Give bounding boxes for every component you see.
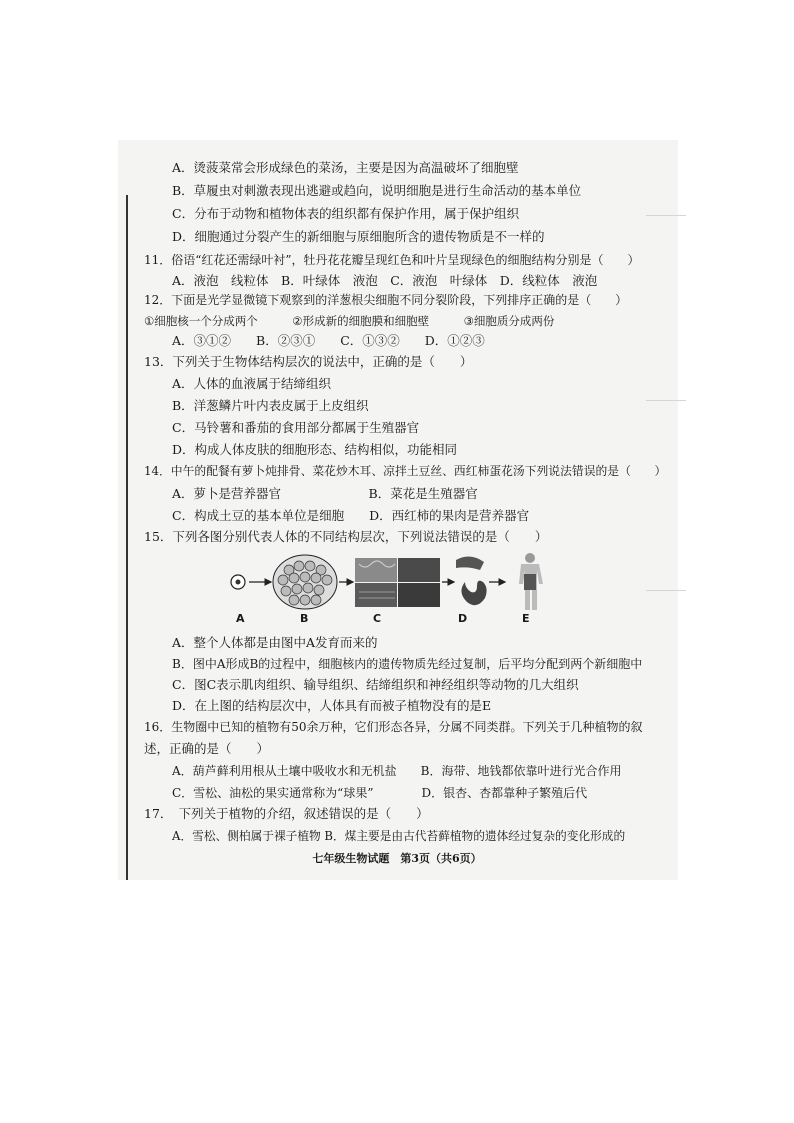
q16-stem-cont: 述，正确的是（ ） — [144, 741, 270, 756]
q16-options-cd: C．雪松、油松的果实通常称为“球果” D．银杏、杏都靠种子繁殖后代 — [172, 786, 588, 800]
bleed-through — [646, 400, 686, 401]
tissue-figure-c — [355, 558, 440, 607]
figure-label-c: C — [373, 612, 382, 625]
q15-stem: 15．下列各图分别代表人体的不同结构层次，下列说法错误的是（ ） — [144, 529, 548, 544]
q15-option-d: D．在上图的结构层次中，人体具有而被子植物没有的是E — [172, 698, 492, 713]
q12-options: A．③①② B．②③① C．①③② D．①②③ — [172, 333, 485, 348]
cell-cluster-figure-b — [273, 555, 337, 609]
q15-option-c: C．图C表示肌肉组织、输导组织、结缔组织和神经组织等动物的几大组织 — [172, 677, 579, 692]
figure-label-d: D — [458, 612, 468, 625]
q12-stem: 12．下面是光学显微镜下观察到的洋葱根尖细胞不同分裂阶段，下列排序正确的是（ ） — [144, 293, 628, 307]
q14-options-cd: C．构成土豆的基本单位是细胞 D．西红柿的果肉是营养器官 — [172, 508, 530, 523]
q17-options-ab: A．雪松、侧柏属于裸子植物 B．煤主要是由古代苔藓植物的遗体经过复杂的变化形成的 — [172, 829, 626, 843]
q10-option-d: D．细胞通过分裂产生的新细胞与原细胞所含的遗传物质是不一样的 — [172, 229, 545, 244]
q16-options-ab: A．葫芦藓利用根从土壤中吸收水和无机盐 B．海带、地钱都依靠叶进行光合作用 — [172, 764, 622, 778]
organ-figure-d — [456, 556, 487, 605]
q16-stem: 16．生物圈中已知的植物有50余万种，它们形态各异，分属不同类群。下列关于几种植物的叙 — [144, 720, 643, 734]
structure-level-diagram — [225, 550, 565, 625]
q13-option-d: D．构成人体皮肤的细胞形态、结构相似，功能相同 — [172, 442, 458, 457]
q15-option-a: A．整个人体都是由图中A发育而来的 — [172, 635, 378, 650]
q13-option-a: A．人体的血液属于结缔组织 — [172, 376, 332, 391]
human-body-figure-e — [519, 553, 543, 610]
q13-option-c: C．马铃薯和番茄的食用部分都属于生殖器官 — [172, 420, 420, 435]
q15-option-b: B．图中A形成B的过程中，细胞核内的遗传物质先经过复制，后平均分配到两个新细胞中 — [172, 657, 643, 671]
figure-label-a: A — [236, 612, 245, 625]
q13-option-b: B．洋葱鳞片叶内表皮属于上皮组织 — [172, 398, 369, 413]
q10-option-b: B．草履虫对刺激表现出逃避或趋向，说明细胞是进行生命活动的基本单位 — [172, 183, 582, 198]
q10-option-a: A．烫菠菜常会形成绿色的菜汤，主要是因为高温破坏了细胞壁 — [172, 160, 519, 175]
q13-stem: 13．下列关于生物体结构层次的说法中，正确的是（ ） — [144, 354, 473, 369]
margin-line — [126, 195, 128, 880]
q17-stem: 17． 下列关于植物的介绍，叙述错误的是（ ） — [144, 806, 429, 821]
q11-stem: 11．俗语“红花还需绿叶衬”，牡丹花花瓣呈现红色和叶片呈现绿色的细胞结构分别是（ ） — [144, 253, 640, 267]
q10-option-c: C．分布于动物和植物体表的组织都有保护作用，属于保护组织 — [172, 206, 520, 221]
q11-options: A．液泡 线粒体 B．叶绿体 液泡 C．液泡 叶绿体 D．线粒体 液泡 — [172, 273, 598, 288]
cell-figure-a — [231, 575, 245, 589]
figure-label-b: B — [300, 612, 309, 625]
q14-stem: 14．中午的配餐有萝卜炖排骨、菜花炒木耳、凉拌土豆丝、西红柿蛋花汤下列说法错误的是（ ） — [144, 464, 667, 478]
bleed-through — [646, 215, 686, 216]
q12-steps: ①细胞核一个分成两个 ②形成新的细胞膜和细胞壁 ③细胞质分成两份 — [144, 314, 555, 328]
figure-label-e: E — [522, 612, 530, 625]
bleed-through — [646, 590, 686, 591]
page-footer: 七年级生物试题 第3页（共6页） — [312, 852, 482, 865]
q14-options-ab: A．萝卜是营养器官 B．菜花是生殖器官 — [172, 486, 478, 501]
